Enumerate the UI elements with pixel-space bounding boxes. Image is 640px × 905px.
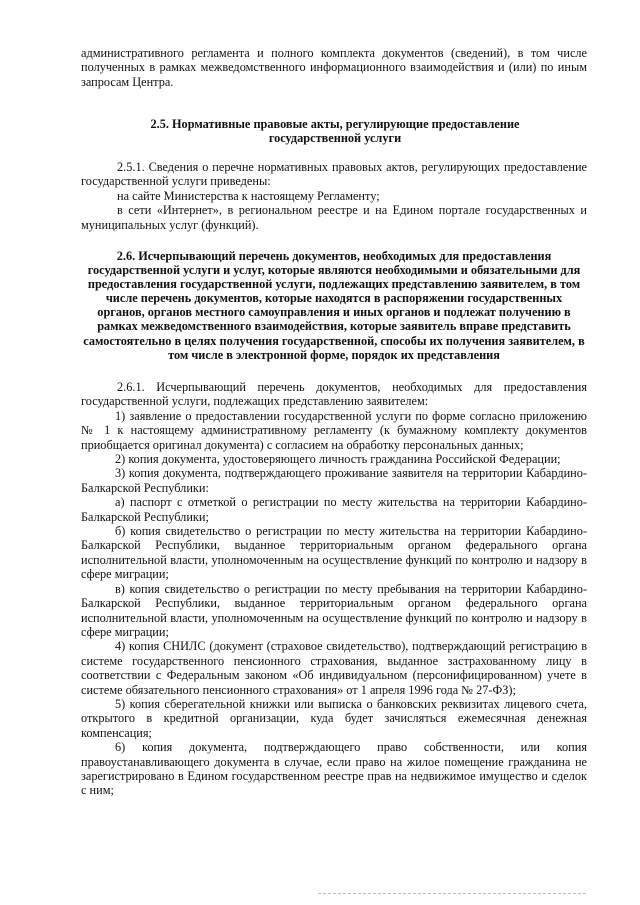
list-item-3c: в) копия свидетельство о регистрации по месту пребывания на территории Кабардино-Балкарской Республики, выданное территориальным органом федерального органа исполнительной власти, уполномоченным на осуществление функций по контролю и надзору в сфере миграции; bbox=[81, 581, 587, 639]
section-2-6-heading-block bbox=[81, 249, 587, 362]
paragraph-ministry-site: на сайте Министерства к настоящему Регламенту; bbox=[117, 188, 380, 203]
list-item-3: 3) копия документа, подтверждающего проживание заявителя на территории Кабардино-Балкарской Республики: bbox=[81, 466, 587, 495]
list-item-4: 4) копия СНИЛС (документ (страховое свидетельство), подтверждающий регистрацию в системе государственного пенсионного страхования, выданное застрахованному лицу в соответствии с Федеральным законом «Об индивидуальном (персонифицированном) учете в системе обязательного пенсионного страхования» от 1 апреля 1996 года № 27-ФЗ); bbox=[81, 639, 587, 697]
section-2-5-body bbox=[81, 160, 587, 232]
section-2-6-heading: 2.6. Исчерпывающий перечень документов, необходимых для предоставления государственной услуги и услуг, которые являются необходимыми и обязательными для предоставления государственной услуги, подлежащих представлению заявителем, в том числе перечень документов, которые находятся в распоряжении государственных органов, органов местного самоуправления и иных органов и подлежат получению в рамках межведомственного взаимодействия, которые заявитель вправе представить самостоятельно в целях получения государственной, способы их получения заявителем, в том числе в электронной форме, порядок их представления bbox=[83, 249, 585, 362]
intro-paragraph: административного регламента и полного комплекта документов (сведений), в том числе полученных в рамках межведомственного информационного взаимодействия и (или) по иным запросам Центра. bbox=[81, 46, 587, 89]
section-2-6-body bbox=[81, 380, 587, 798]
section-2-5-heading-block bbox=[120, 117, 550, 146]
list-item-2: 2) копия документа, удостоверяющего личность гражданина Российской Федерации; bbox=[115, 452, 561, 467]
paragraph-2-5-1: 2.5.1. Сведения о перечне нормативных правовых актов, регулирующих предоставление государственной услуги приведены: bbox=[81, 160, 587, 189]
intro-block bbox=[81, 46, 587, 89]
paragraph-internet: в сети «Интернет», в региональном реестре и на Едином портале государственных и муниципальных услуг (функций). bbox=[81, 203, 587, 232]
footer-divider bbox=[318, 893, 586, 894]
list-item-3b: б) копия свидетельство о регистрации по месту жительства на территории Кабардино-Балкарской Республики, выданное территориальным органом федерального органа исполнительной власти, уполномоченным на осуществление функций по контролю и надзору в сфере миграции; bbox=[81, 524, 587, 582]
list-item-5: 5) копия сберегательной книжки или выписка о банковских реквизитах лицевого счета, открытого в кредитной организации, куда будет зачисляться ежемесячная денежная компенсация; bbox=[81, 696, 587, 740]
section-2-5-heading: 2.5. Нормативные правовые акты, регулирующие предоставление государственной услуги bbox=[150, 117, 520, 146]
list-item-6: 6) копия документа, подтверждающего право собственности, или копия правоустанавливающего документа в случае, если право на жилое помещение гражданина не зарегистрировано в Едином государственном реестре прав на недвижимое имущество и сделок с ним; bbox=[81, 740, 587, 798]
list-item-1: 1) заявление о предоставлении государственной услуги по форме согласно приложению № 1 к настоящему административному регламенту (к бумажному комплекту документов приобщается оригинал документа) с согласием на обработку персональных данных; bbox=[81, 408, 587, 452]
list-item-3a: а) паспорт с отметкой о регистрации по месту жительства на территории Кабардино-Балкарской Республики; bbox=[81, 495, 587, 524]
paragraph-2-6-1: 2.6.1. Исчерпывающий перечень документов, необходимых для предоставления государственной услуги, подлежащих представлению заявителем: bbox=[81, 380, 587, 409]
